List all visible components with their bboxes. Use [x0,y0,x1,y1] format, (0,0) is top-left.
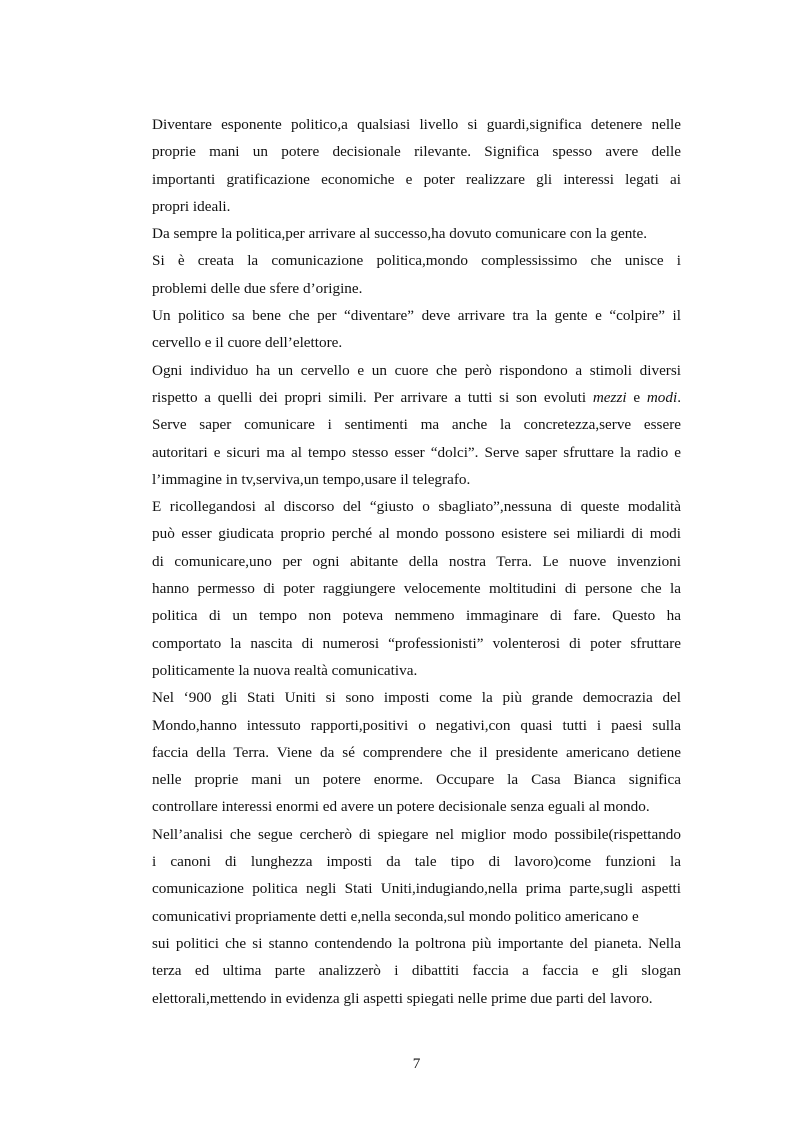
text-line-content: terza ed ultima parte analizzerò i dibattiti faccia a faccia e gli slogan [152,962,681,980]
text-line-content: Mondo,hanno intessuto rapporti,positivi o negativi,con quasi tutti i paesi sulla [152,716,681,734]
text-fragment: . [677,388,681,406]
text-line [152,957,681,984]
text-line [152,493,681,520]
text-line-content: nelle proprie mani un potere enorme. Occupare la Casa Bianca significa [152,771,681,789]
text-line [152,766,681,793]
text-line-content: rispetto a quelli dei propri simili. Per arrivare a tutti si son evoluti [152,388,593,406]
text-line-content: problemi delle due sfere d’origine. [152,279,363,297]
text-line [152,302,681,329]
text-line-content: importanti gratificazione economiche e poter realizzare gli interessi legati ai [152,170,681,188]
text-line [152,411,681,438]
text-line-content: Da sempre la politica,per arrivare al successo,ha dovuto comunicare con la gente. [152,225,648,243]
text-line-content: propri ideali. [152,197,231,215]
text-line [152,793,681,820]
text-line-content: controllare interessi enormi ed avere un potere decisionale senza eguali al mondo. [152,798,650,816]
text-line [152,275,681,302]
text-line-content: Si è creata la comunicazione politica,mondo complessissimo che unisce i [152,252,681,270]
text-line-content: può esser giudicata proprio perché al mondo possono esistere sei miliardi di modi [152,525,681,543]
text-line-content: di comunicare,uno per ogni abitante della nostra Terra. Le nuove invenzioni [152,552,681,570]
text-line-content: proprie mani un potere decisionale rilevante. Significa spesso avere delle [152,143,681,161]
page-number: 7 [412,1055,421,1072]
text-line-content: E ricollegandosi al discorso del “giusto o sbagliato”,nessuna di queste modalità [152,498,681,516]
text-line [152,193,681,220]
text-line-content: Diventare esponente politico,a qualsiasi livello si guardi,significa detenere nelle [152,116,681,133]
text-line [152,138,681,165]
text-line [152,466,681,493]
text-line [152,903,681,930]
text-line [152,111,681,138]
text-line-content: sui politici che si stanno contendendo la poltrona più importante del pianeta. Nella [152,934,681,952]
text-line [152,684,681,711]
text-line-content: Nell’analisi che segue cercherò di spiegare nel miglior modo possibile(rispettando [152,825,681,843]
text-fragment: e [626,388,647,406]
text-line [152,220,681,247]
text-line-content: elettorali,mettendo in evidenza gli aspetti spiegati nelle prime due parti del lavoro. [152,989,653,1007]
text-line [152,657,681,684]
text-line-content: faccia della Terra. Viene da sé comprendere che il presidente americano detiene [152,743,681,761]
text-line [152,930,681,957]
text-line-content: autoritari e sicuri ma al tempo stesso esser “dolci”. Serve saper sfruttare la radio e [152,443,681,461]
text-line [152,875,681,902]
text-line [152,739,681,766]
text-line-content: i canoni di lunghezza imposti da tale tipo di lavoro)come funzioni la [152,853,681,871]
text-line [152,247,681,274]
text-line-content: l’immagine in tv,serviva,un tempo,usare il telegrafo. [152,470,471,488]
text-line [152,357,681,384]
text-line-content: politica di un tempo non poteva nemmeno immaginare di fare. Questo ha [152,607,681,625]
italic-word: modi [646,388,678,406]
italic-word: mezzi [592,388,627,406]
text-line [152,602,681,629]
text-line-content: comunicativi propriamente detti e,nella seconda,sul mondo politico americano e [152,907,639,925]
text-line [152,384,681,411]
text-line [152,329,681,356]
text-line-content: Ogni individuo ha un cervello e un cuore che però rispondono a stimoli diversi [152,361,681,379]
text-line-content: hanno permesso di poter raggiungere velocemente moltitudini di persone che la [152,580,681,598]
text-line-content: Nel ‘900 gli Stati Uniti si sono imposti come la più grande democrazia del [152,689,681,707]
text-line [152,166,681,193]
text-line-content: politicamente la nuova realtà comunicativa. [152,661,418,679]
text-line [152,439,681,466]
text-line [152,848,681,875]
text-line [152,630,681,657]
text-line-content: Serve saper comunicare i sentimenti ma anche la concretezza,serve essere [152,416,681,434]
text-line [152,985,681,1012]
text-line [152,548,681,575]
text-line [152,520,681,547]
text-line [152,712,681,739]
text-line-content: comunicazione politica negli Stati Uniti,indugiando,nella prima parte,sugli aspetti [152,880,681,898]
body-text [152,111,681,1012]
text-line-content: Un politico sa bene che per “diventare” deve arrivare tra la gente e “colpire” il [152,307,681,325]
text-line-content: comportato la nascita di numerosi “professionisti” volenterosi di poter sfruttare [152,634,681,652]
text-line-content: cervello e il cuore dell’elettore. [152,334,343,352]
text-line [152,821,681,848]
text-line [152,575,681,602]
